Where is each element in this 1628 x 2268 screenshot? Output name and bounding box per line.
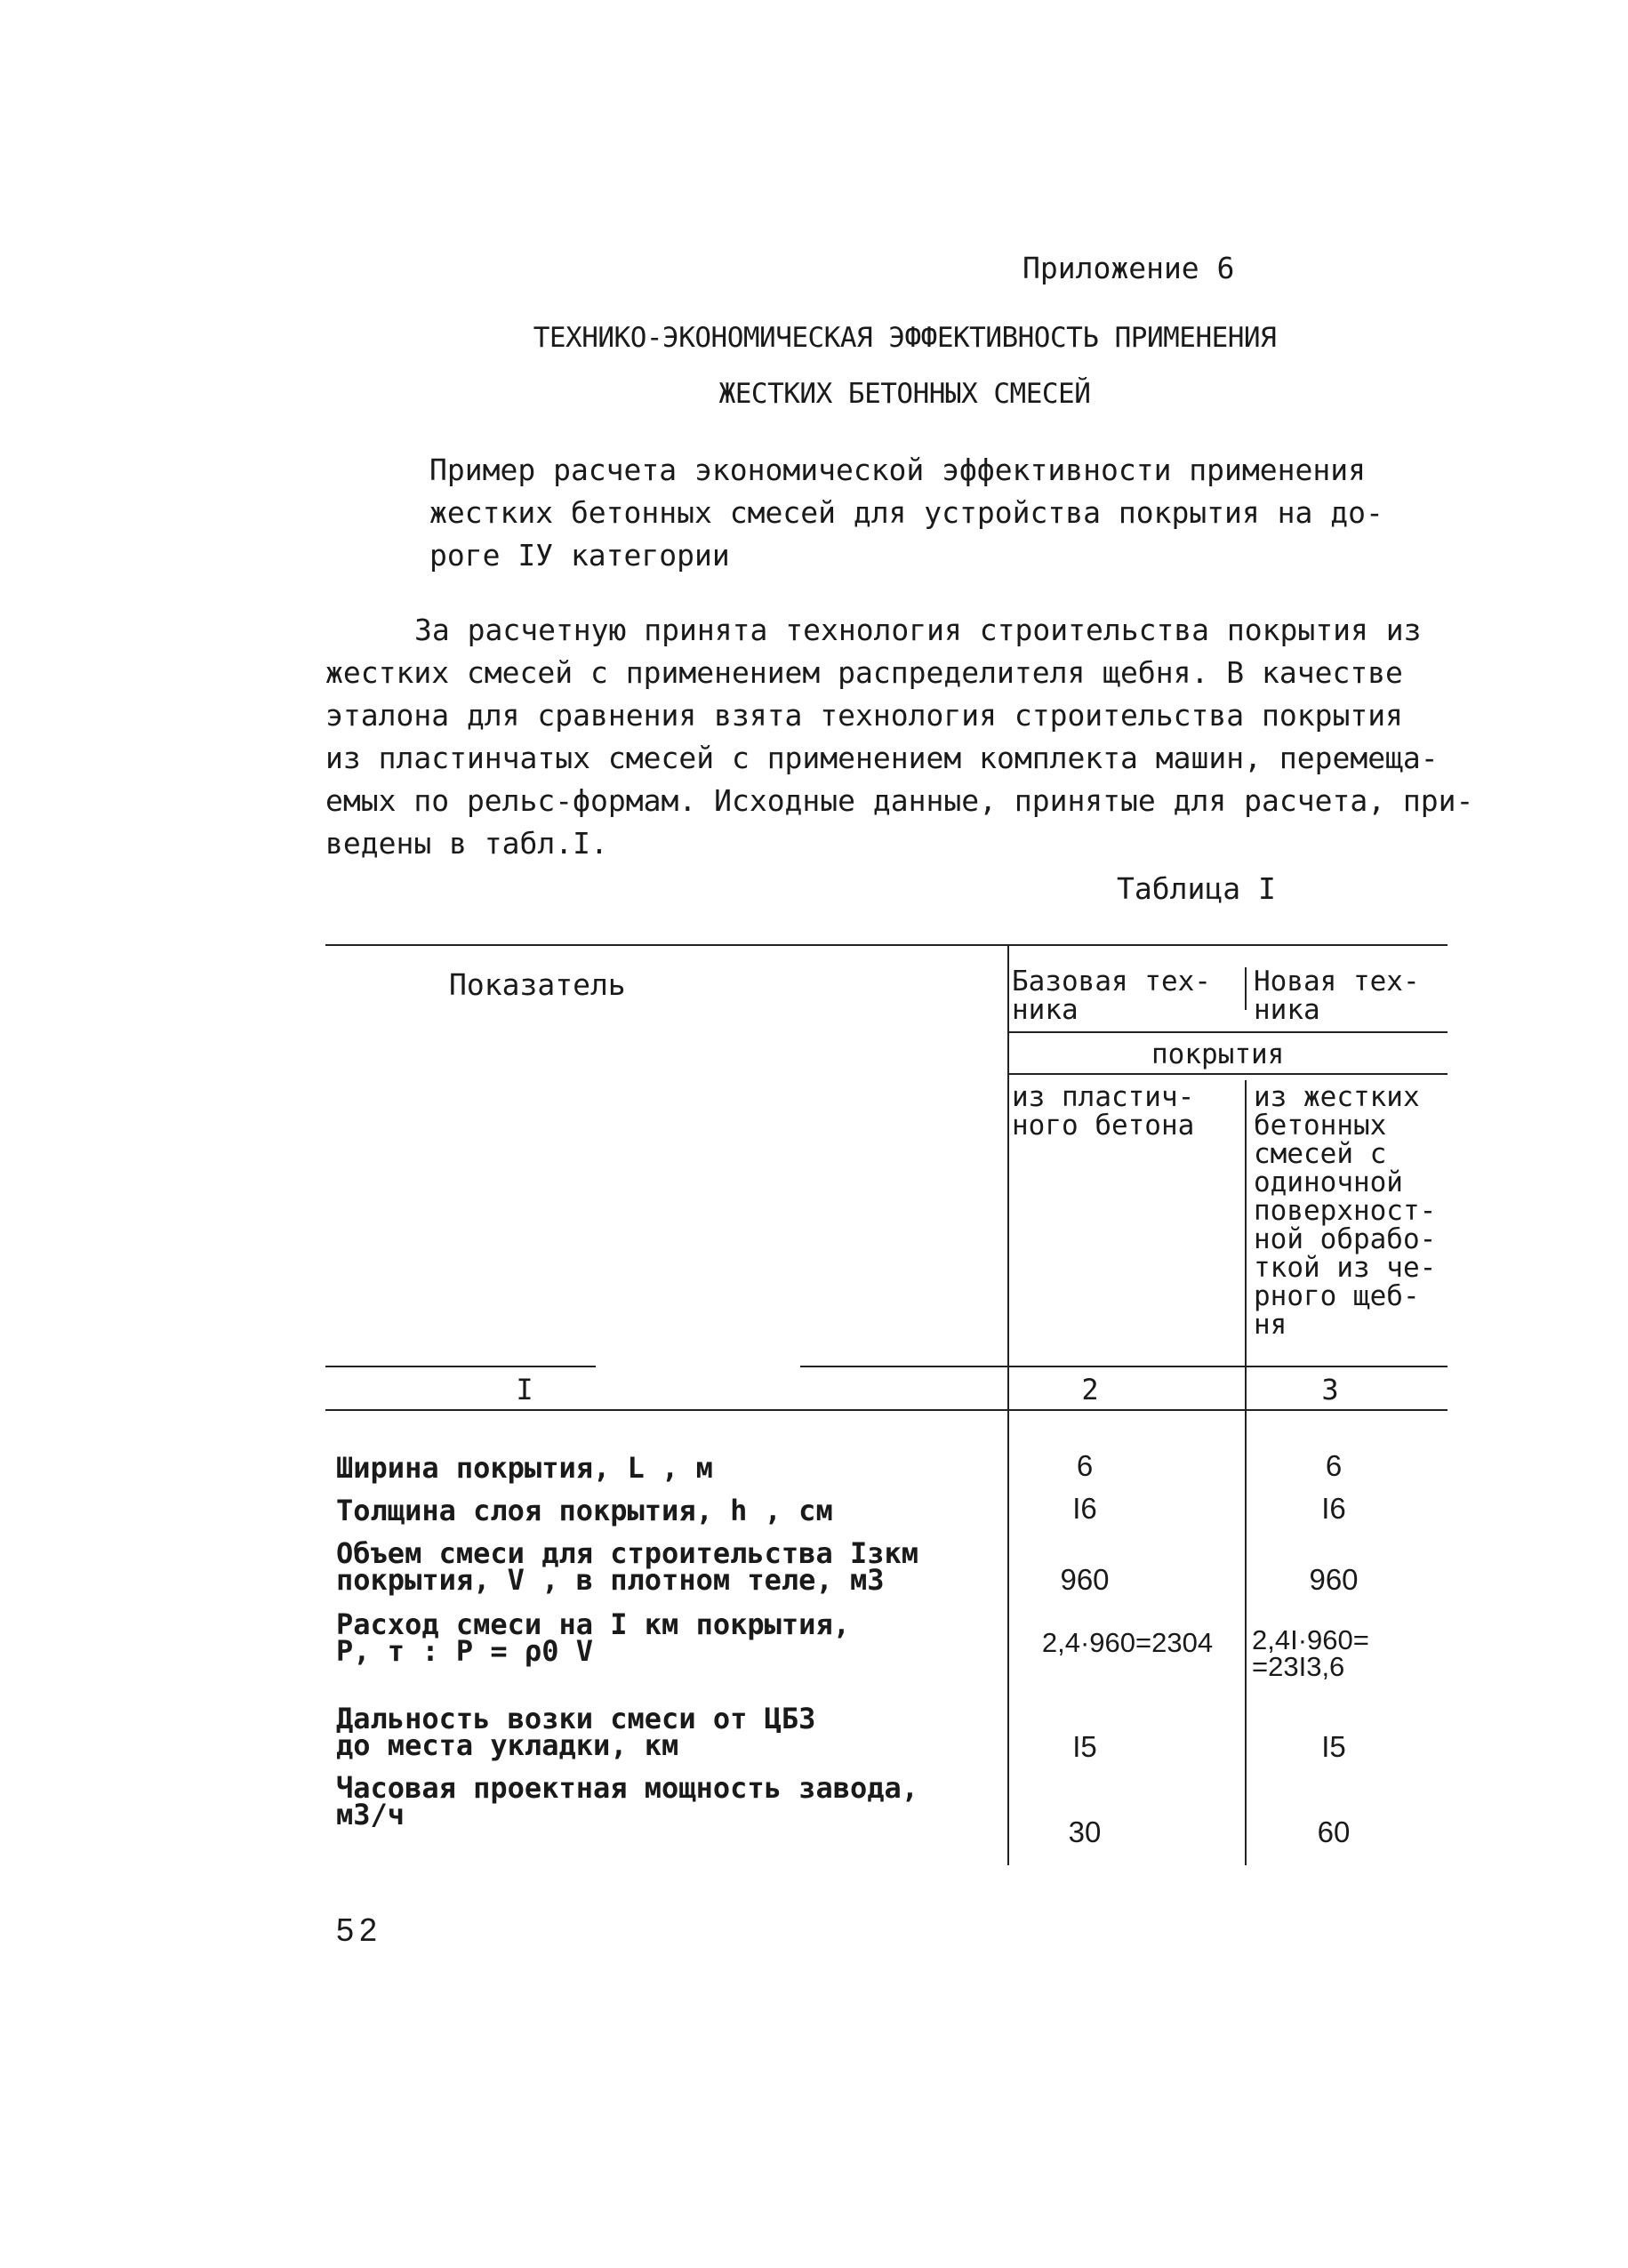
table-rule [1007, 1031, 1448, 1033]
row-base-value: I6 [1072, 1492, 1097, 1525]
table-rule [325, 1409, 1448, 1411]
row-label-line: Расход смеси на I км покрытия, [336, 1607, 850, 1641]
body-line: За расчетную принята технология строительства покрытия из [414, 613, 1422, 647]
row-new-value: I5 [1321, 1730, 1346, 1763]
row-new-value: 960 [1309, 1563, 1359, 1596]
new-desc-line: смесей с [1254, 1138, 1387, 1170]
row-label [336, 1702, 816, 1762]
row-base-value: 30 [1068, 1815, 1102, 1848]
new-desc-line: ня [1254, 1309, 1287, 1341]
table-col-divider [1245, 1080, 1247, 1865]
appendix-label: Приложение 6 [1023, 251, 1235, 285]
col-number-2: 2 [1081, 1373, 1099, 1406]
new-desc-line: ной обрабо- [1254, 1223, 1437, 1255]
new-desc-line: поверхност- [1254, 1195, 1437, 1227]
example-heading [429, 449, 1407, 577]
row-new-value: I6 [1321, 1492, 1346, 1525]
row-label [336, 1536, 919, 1597]
row-label [336, 1451, 713, 1485]
row-new-value [1252, 1624, 1369, 1682]
header-base-line: Базовая тех- [1012, 966, 1211, 998]
body-paragraph [325, 609, 1473, 865]
row-label [336, 1607, 850, 1668]
header-base-desc [1012, 1083, 1194, 1140]
row-new-value: 6 [1325, 1449, 1343, 1482]
row-label-line: Объем смеси для строительства Iзкм [336, 1536, 919, 1570]
row-new-value-line: 2,4I·960= [1252, 1624, 1369, 1655]
row-label-line: Часовая проектная мощность завода, [336, 1771, 919, 1805]
title-line-1: ТЕХНИКО-ЭКОНОМИЧЕСКАЯ ЭФФЕКТИВНОСТЬ ПРИМЕНЕНИЯ [533, 322, 1277, 354]
new-desc-line: ткой из че- [1254, 1252, 1437, 1284]
table-rule [1007, 1073, 1448, 1075]
row-label-line: Толщина слоя покрытия, h , см [336, 1494, 833, 1527]
header-base-line: ника [1012, 994, 1079, 1026]
row-label-line: Ширина покрытия, L , м [336, 1451, 713, 1485]
row-label [336, 1771, 919, 1831]
row-new-value-line: =23I3,6 [1252, 1651, 1345, 1682]
body-line: жестких смесей с применением распределителя щебня. В качестве [325, 655, 1403, 690]
table-caption: Таблица I [1117, 871, 1276, 906]
row-base-value: 2,4·960=2304 [1041, 1627, 1214, 1658]
table-rule [800, 1366, 1448, 1367]
row-new-value: 60 [1317, 1815, 1351, 1848]
body-line: из пластинчатых смесей с применением комплекта машин, перемеща- [325, 741, 1439, 775]
example-line: жестких бетонных смесей для устройства покрытия на до- [429, 495, 1383, 530]
body-line: ведены в табл.I. [325, 826, 608, 861]
row-label-line: покрытия, V , в плотном теле, м3 [336, 1563, 885, 1597]
col-number-3: 3 [1321, 1373, 1339, 1406]
row-label-line: м3/ч [336, 1798, 405, 1831]
title-line-2: ЖЕСТКИХ БЕТОННЫХ СМЕСЕЙ [718, 378, 1091, 410]
header-new-line: ника [1254, 994, 1320, 1026]
row-label-line: Дальность возки смеси от ЦБЗ [336, 1702, 816, 1735]
table-col-divider [1245, 967, 1247, 1010]
base-desc-line: ного бетона [1012, 1110, 1195, 1142]
header-new-desc [1254, 1083, 1436, 1339]
row-base-value: 6 [1076, 1449, 1094, 1482]
example-line: Пример расчета экономической эффективности применения [429, 453, 1366, 487]
body-line: эталона для сравнения взята технология строительства покрытия [325, 698, 1403, 733]
header-coverage: покрытия [1151, 1038, 1285, 1070]
table-rule [325, 1366, 596, 1367]
row-base-value: 960 [1060, 1563, 1110, 1596]
new-desc-line: бетонных [1254, 1110, 1387, 1142]
table-col-divider [1007, 944, 1009, 1865]
new-desc-line: одиночной [1254, 1166, 1403, 1198]
header-base [1012, 967, 1211, 1024]
base-desc-line: из пластич- [1012, 1081, 1195, 1113]
header-new-line: Новая тех- [1254, 966, 1420, 998]
header-new [1254, 967, 1420, 1024]
page-number: 52 [336, 1911, 383, 1948]
header-indicator: Показатель [449, 967, 626, 1002]
row-label-line: Р, т : Р = ρ0 V [336, 1634, 593, 1668]
col-number-1: I [516, 1373, 533, 1406]
row-base-value: I5 [1072, 1730, 1097, 1763]
new-desc-line: из жестких [1254, 1081, 1420, 1113]
body-line: емых по рельс-формам. Исходные данные, принятые для расчета, при- [325, 783, 1474, 818]
row-label [336, 1494, 833, 1527]
example-line: роге IУ категории [429, 538, 730, 573]
new-desc-line: рного щеб- [1254, 1280, 1420, 1312]
row-label-line: до места укладки, км [336, 1728, 679, 1762]
table-top-rule [325, 944, 1448, 946]
